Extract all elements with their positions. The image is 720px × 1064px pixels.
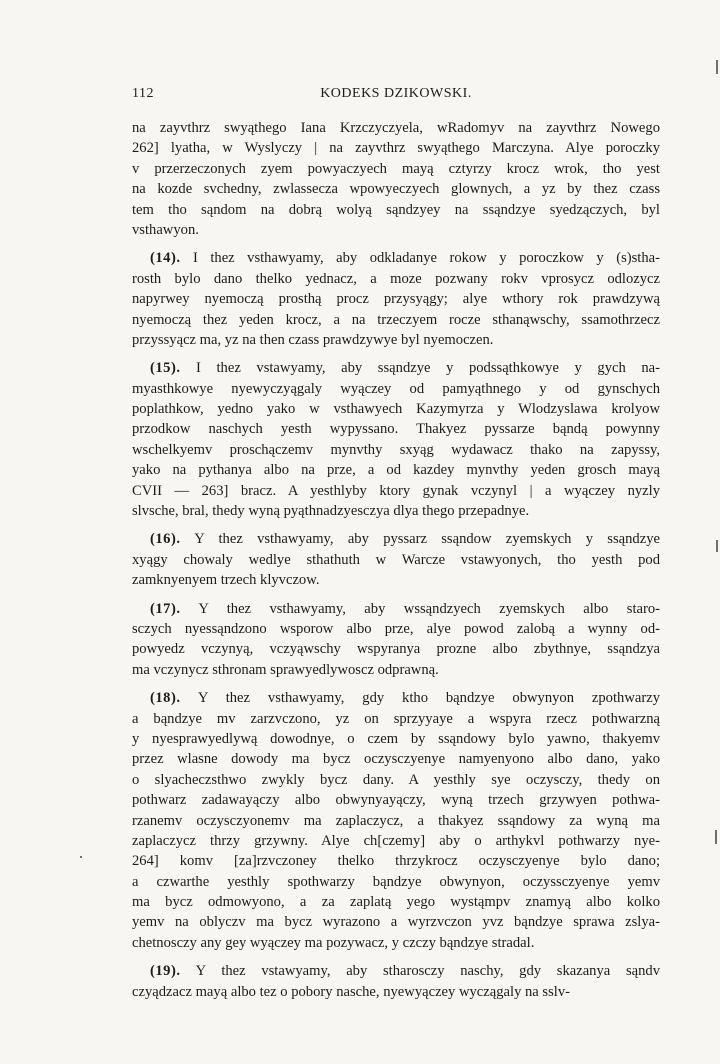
- text-line: [132, 872, 660, 892]
- line-text: y nyesprawyedlywą dowodnye, o czem by ssąndowy bylo yawno, thakyemv: [132, 730, 660, 747]
- paragraph: [132, 961, 660, 1002]
- line-text: rzanemv oczysczyonemv ma zaplaczycz, a thakyez ssąndowy za wyną ma: [132, 812, 660, 829]
- line-text: a bąndzye mv zarzvczono, yz on sprzyyaye a wspyra rzecz pothwarzną: [132, 710, 660, 727]
- text-body: [132, 118, 660, 1010]
- text-line: [132, 660, 660, 680]
- text-line: [132, 248, 660, 268]
- line-text: powyedz vczynyą, vczyąwschy wspyranya prozne albo zbythnye, ssąndzya: [132, 641, 660, 658]
- line-text: yako na pythanya albo na prze, a od kazdey mynvthy yeden grosch mayą: [132, 462, 660, 479]
- line-text: slvsche, bral, thedy wyną pyąthnadzyesczya dlya thego przepadnye.: [132, 503, 530, 520]
- scan-edge-mark: [716, 540, 718, 552]
- text-line: [132, 529, 660, 549]
- text-line: [132, 138, 660, 158]
- scan-edge-mark: [715, 830, 717, 844]
- line-text: 264] komv [za]rzvczoney thelko thrzykrocz oczysczyenye bylo dano;: [132, 853, 660, 870]
- text-line: [132, 933, 660, 953]
- running-title: KODEKS DZIKOWSKI.: [320, 86, 472, 101]
- text-line: [132, 811, 660, 831]
- article-number: (15).: [150, 360, 181, 377]
- line-text: myasthkowye nyewyczyągaly wyączey od pamyąthnego y od gynschych: [132, 380, 660, 397]
- line-text: rosth bylo dano thelko yednacz, a moze pozwany rokv vprosycz odlozycz: [132, 270, 660, 287]
- line-text: Y thez vstawyamy, aby stharosczy naschy, gdy skazanya sąndv: [180, 963, 660, 980]
- text-line: [132, 709, 660, 729]
- line-text: poplathkow, yedno yako w vsthawyech Kazymyrza y Wlodzyslawa krolyow: [132, 401, 660, 418]
- text-line: [132, 419, 660, 439]
- line-text: sczych nyessąndzono wsporow albo prze, alye powod zalobą a wynny od-: [132, 620, 660, 637]
- text-line: [132, 912, 660, 932]
- text-line: [132, 570, 660, 590]
- text-line: [132, 550, 660, 570]
- line-text: 262] lyatha, w Wyslyczy | na zayvthrz swyąthego Marczyna. Alye poroczky: [132, 140, 660, 157]
- article-number: (14).: [150, 250, 181, 267]
- line-text: yemv na oblyczv ma bycz wyrazono a wyrzvczon yvz bąndzye sprawa zslya-: [132, 914, 660, 931]
- line-text: na kozde svchedny, zwlassecza wpowyeczyech glownych, a yz by thez czass: [132, 181, 660, 198]
- scan-edge-mark: [716, 60, 718, 74]
- article-number: (16).: [150, 531, 181, 548]
- text-line: [132, 269, 660, 289]
- text-line: [132, 118, 660, 138]
- text-line: [132, 831, 660, 851]
- text-line: [132, 770, 660, 790]
- line-text: vsthawyon.: [132, 221, 199, 238]
- line-text: przyssyącz ma, yz na then czass prawdzywye byl nyemoczen.: [132, 331, 494, 348]
- text-line: [132, 358, 660, 378]
- text-line: [132, 619, 660, 639]
- paragraph: [132, 688, 660, 953]
- scan-edge-mark: [80, 856, 82, 858]
- text-line: [132, 179, 660, 199]
- text-line: [132, 330, 660, 350]
- paragraph: [132, 118, 660, 240]
- text-line: [132, 481, 660, 501]
- text-line: [132, 379, 660, 399]
- paragraph: [132, 529, 660, 590]
- text-line: [132, 501, 660, 521]
- article-number: (19).: [150, 963, 181, 980]
- article-number: (18).: [150, 690, 181, 707]
- line-text: o slyacheczsthwo zwykly bycz dany. A yesthly sye oczysczy, thedy on: [132, 771, 660, 788]
- paragraph: [132, 599, 660, 681]
- text-line: [132, 289, 660, 309]
- line-text: ma bycz odmowyono, a za zaplatą yego wystąmpv znamyą albo kolko: [132, 894, 660, 911]
- text-line: [132, 892, 660, 912]
- text-line: [132, 310, 660, 330]
- line-text: pothwarz zadawayączy albo obwynyayączy, wyną trzech grzywyen pothwa-: [132, 792, 660, 809]
- text-line: [132, 851, 660, 871]
- line-text: na zayvthrz swyąthego Iana Krzczyczyela, wRadomyv na zayvthrz Nowego: [132, 120, 660, 136]
- page-header: [132, 86, 660, 106]
- text-line: [132, 460, 660, 480]
- line-text: przodkow naschych yesth wypyssano. Thakyez pyssarze bąndą powynny: [132, 421, 660, 438]
- line-text: Y thez vsthawyamy, aby pyssarz ssąndow zyemskych y ssąndzye: [180, 531, 660, 548]
- text-line: [132, 159, 660, 179]
- paragraph: [132, 358, 660, 521]
- line-text: nyemoczą thez yeden krocz, a na trzeczyem rocze sthanąwschy, ssamothrzecz: [132, 311, 660, 328]
- line-text: ma vczynycz sthronam sprawyedlywoscz odprawną.: [132, 661, 439, 678]
- text-line: [132, 200, 660, 220]
- line-text: napyrwey nyemoczą prosthą procz przysyągy; alye wthory rok prawdzywą: [132, 291, 660, 308]
- paragraph: [132, 248, 660, 350]
- line-text: a czwarthe yesthly spothwarzy bąndzye obwynyon, oczyssczyenye yemv: [132, 873, 660, 890]
- text-line: [132, 639, 660, 659]
- line-text: tem tho sąndom na dobrą wolyą sąndzyey na ssąndzye syedzączych, byl: [132, 201, 660, 218]
- text-line: [132, 440, 660, 460]
- line-text: v przerzeczonych zyem powyaczyech mayą cztyrzy krocz wrok, tho yest: [132, 160, 660, 177]
- article-number: (17).: [150, 600, 181, 617]
- line-text: przez wlasne dowody ma bycz oczysczyenye namyenyono albo dano, yako: [132, 751, 660, 768]
- text-line: [132, 688, 660, 708]
- text-line: [132, 982, 660, 1002]
- page-number: 112: [132, 86, 154, 101]
- text-line: [132, 220, 660, 240]
- line-text: wschelkyemv proschączemv mynvthy sxyąg wydawacz thako na zapyssy,: [132, 441, 660, 458]
- line-text: chetnosczy any gey wyączey ma pozywacz, y czczy bąndzye stradal.: [132, 934, 535, 951]
- text-line: [132, 961, 660, 981]
- text-line: [132, 790, 660, 810]
- line-text: czyądzacz mayą albo tez o pobory nasche, nyewyączey wyczągaly na sslv-: [132, 983, 571, 1000]
- text-line: [132, 749, 660, 769]
- line-text: Y thez vsthawyamy, gdy ktho bąndzye obwynyon zpothwarzy: [180, 690, 660, 707]
- line-text: I thez vsthawyamy, aby odkladanye rokow y poroczkow y (s)stha-: [180, 250, 660, 267]
- line-text: xyągy chowaly wedlye sthathuth w Warcze vstawyonych, tho yesth pod: [132, 551, 660, 568]
- line-text: Y thez vsthawyamy, aby wssąndzyech zyemskych albo staro-: [180, 600, 660, 617]
- line-text: CVII — 263] bracz. A yesthlyby ktory gynak vczynyl | a wyączey nyzly: [132, 482, 660, 499]
- line-text: zamknyenyem trzech klyvczow.: [132, 572, 320, 589]
- text-line: [132, 729, 660, 749]
- text-line: [132, 599, 660, 619]
- line-text: zaplaczycz thrzy grzywny. Alye ch[czemy] aby o arthykvl pothwarzy nye-: [132, 832, 660, 849]
- line-text: I thez vstawyamy, aby ssąndzye y podssąthkowye y gych na-: [180, 360, 660, 377]
- text-line: [132, 399, 660, 419]
